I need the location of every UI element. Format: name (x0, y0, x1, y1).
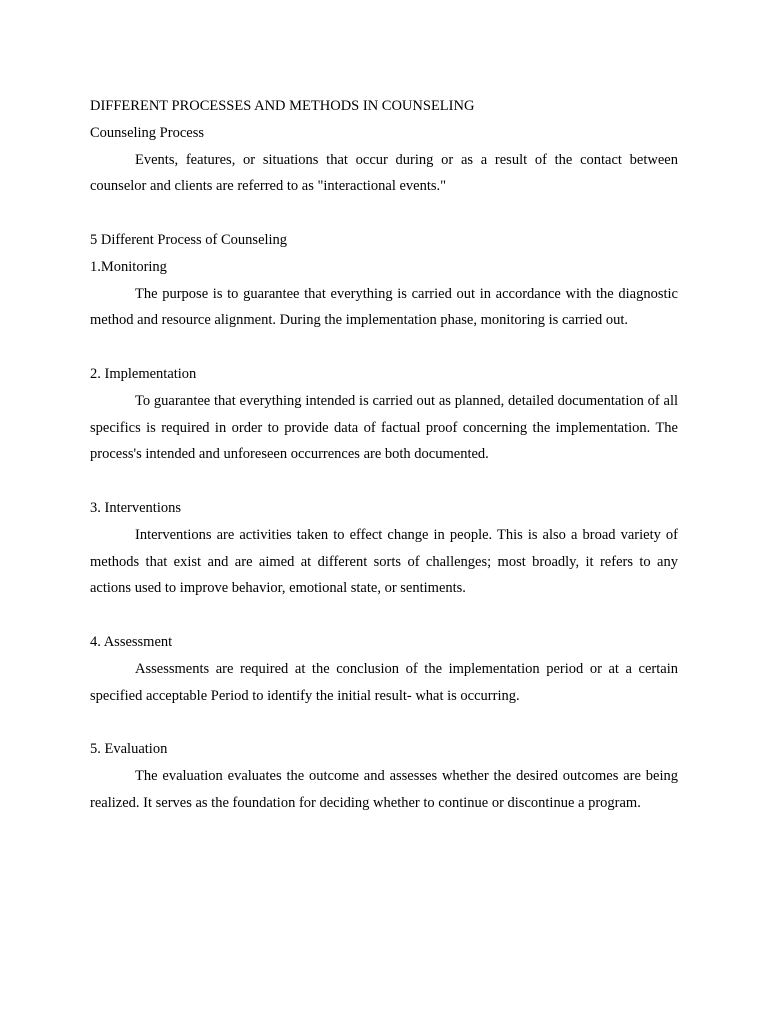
section-heading: 1.Monitoring (90, 258, 167, 275)
section-monitoring (90, 254, 678, 334)
section-body: To guarantee that everything intended is carried out as planned, detailed documentation of all specifics is required in order to provide data of factual proof concerning the implementation. The process's intended and unforeseen occurrences are both documented. (90, 392, 678, 463)
section-heading: 3. Interventions (90, 499, 182, 516)
document-title: DIFFERENT PROCESSES AND METHODS IN COUNSELING (90, 98, 475, 114)
section-body: The evaluation evaluates the outcome and assesses whether the desired outcomes are being realized. It serves as the foundation for deciding whether to continue or discontinue a program. (90, 767, 678, 811)
section-interventions (90, 495, 678, 602)
section-body: Interventions are activities taken to effect change in people. This is also a broad variety of methods that exist and are aimed at different sorts of challenges; most broadly, it refers to any actions used to improve behavior, emotional state, or sentiments. (90, 526, 678, 597)
list-heading: 5 Different Process of Counseling (90, 231, 288, 248)
section-heading: 4. Assessment (90, 633, 173, 650)
spacer (90, 334, 678, 361)
intro-paragraph: Events, features, or situations that occur during or as a result of the contact between counselor and clients are referred to as "interactional events." (90, 151, 678, 195)
section-heading: 2. Implementation (90, 365, 197, 382)
spacer (90, 602, 678, 629)
document-subtitle: Counseling Process (90, 124, 204, 141)
spacer (90, 468, 678, 495)
section-body: The purpose is to guarantee that everything is carried out in accordance with the diagnostic method and resource alignment. During the implementation phase, monitoring is carried out. (90, 285, 678, 329)
section-evaluation (90, 736, 678, 816)
section-implementation (90, 361, 678, 468)
spacer (90, 200, 678, 227)
section-body: Assessments are required at the conclusion of the implementation period or at a certain specified acceptable Period to identify the initial result- what is occurring. (90, 660, 678, 704)
section-heading: 5. Evaluation (90, 741, 168, 758)
section-assessment (90, 629, 678, 709)
spacer (90, 709, 678, 736)
